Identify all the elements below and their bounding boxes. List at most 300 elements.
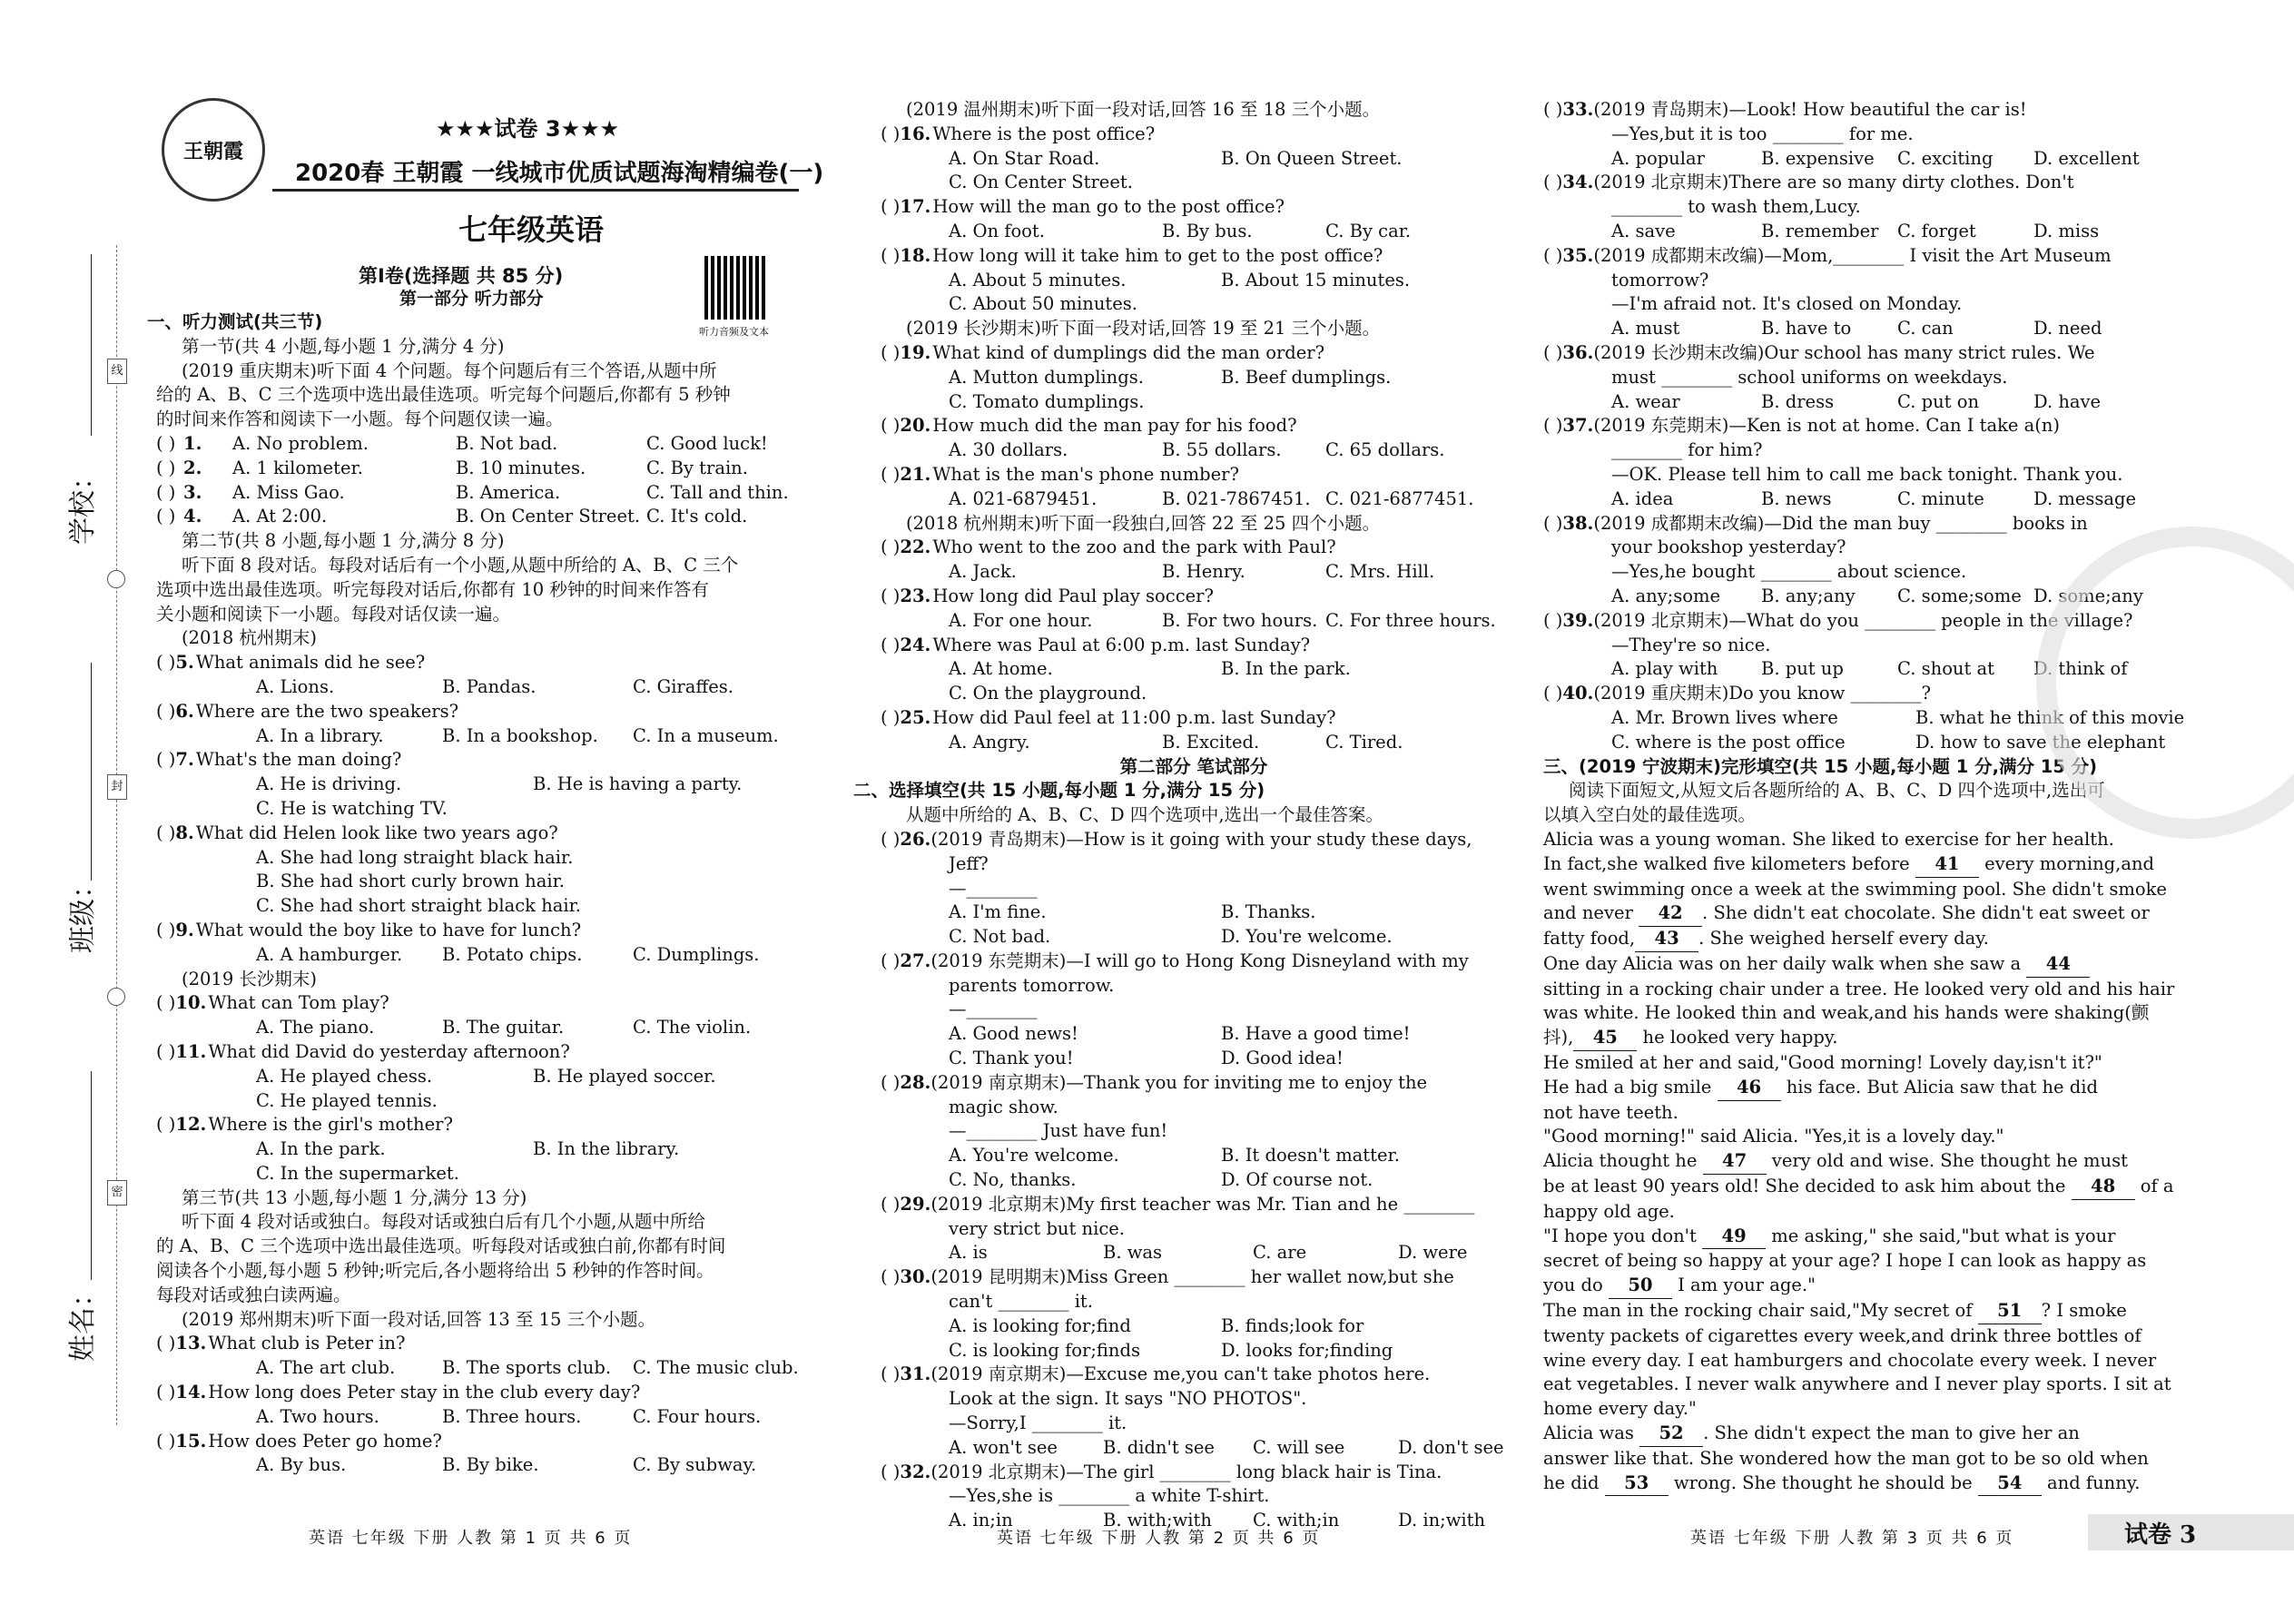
question-text: ________ to wash them,Lucy. (1611, 196, 1861, 218)
option[interactable]: C. 021-6877451. (1325, 487, 1474, 509)
cloze-blank[interactable]: 46 (1718, 1076, 1781, 1101)
answer-paren[interactable]: ( ) (156, 1333, 176, 1354)
option[interactable]: B. 55 dollars. (1162, 439, 1282, 461)
option[interactable]: B. with;with (1103, 1510, 1212, 1531)
option-row (881, 1436, 1507, 1461)
question-number: 19. (900, 341, 931, 363)
answer-paren[interactable]: ( ) (156, 822, 176, 843)
answer-paren[interactable]: ( ) (881, 196, 901, 218)
source-tag: (2019 温州期末)听下面一段对话,回答 16 至 18 三个小题。 (906, 99, 1381, 120)
option[interactable]: B. dress (1761, 390, 1835, 412)
cloze-blank[interactable]: 49 (1702, 1225, 1766, 1250)
option[interactable]: A. Angry. (949, 731, 1030, 753)
option[interactable]: A. The piano. (256, 1017, 375, 1038)
option[interactable]: C. Tomato dumplings. (949, 390, 1145, 412)
option[interactable]: A. popular (1611, 147, 1705, 169)
passage-line (1543, 1225, 2197, 1250)
option[interactable]: B. expensive (1761, 147, 1875, 169)
option[interactable]: D. looks for;finding (1221, 1339, 1393, 1361)
option[interactable]: B. Henry. (1162, 561, 1245, 583)
option[interactable]: C. shout at (1897, 658, 1994, 680)
option[interactable]: C. The music club. (633, 1357, 799, 1379)
passage-text: . She didn't expect the man to give her an (1703, 1422, 2080, 1444)
passage-text: I am your age." (1671, 1275, 1816, 1296)
passage-text: "I hope you don't (1543, 1225, 1703, 1246)
option[interactable]: A. At 2:00. (232, 506, 328, 527)
answer-paren[interactable]: ( ) (881, 415, 901, 437)
answer-paren[interactable]: ( ) (881, 341, 901, 363)
answer-paren[interactable]: ( ) (1543, 683, 1563, 704)
option[interactable]: B. Thanks. (1221, 901, 1316, 923)
question-text: (2019 南京期末)—Thank you for inviting me to enjoy the (930, 1071, 1428, 1093)
option-row (156, 675, 810, 700)
option[interactable]: B. Three hours. (442, 1405, 582, 1427)
logo (162, 98, 265, 202)
option[interactable]: C. forget (1897, 220, 1976, 241)
question-number: 7. (175, 749, 194, 771)
passage-line (1543, 1001, 2197, 1026)
option[interactable]: D. how to save the elephant (1915, 731, 2166, 753)
option[interactable]: A. I'm fine. (949, 901, 1047, 923)
answer-paren[interactable]: ( ) (881, 1193, 901, 1215)
option[interactable]: D. miss (2033, 220, 2100, 241)
option[interactable]: D. Of course not. (1221, 1169, 1373, 1191)
answer-paren[interactable]: ( ) (156, 992, 176, 1014)
option-row (881, 657, 1507, 682)
option[interactable]: A. must (1611, 318, 1680, 340)
seal-mark: 密 (107, 1180, 127, 1206)
question-text: Jeff? (949, 852, 989, 874)
option[interactable]: B. finds;look for (1221, 1314, 1364, 1336)
question-row (881, 1071, 1507, 1096)
option[interactable]: A. Jack. (949, 561, 1017, 583)
answer-paren[interactable]: ( ) (881, 463, 901, 485)
question-text: Where was Paul at 6:00 p.m. last Sunday? (932, 634, 1311, 655)
option-row (156, 1405, 810, 1430)
cloze-blank[interactable]: 53 (1605, 1471, 1669, 1497)
option[interactable]: C. Not bad. (949, 926, 1051, 948)
cloze-blank[interactable]: 41 (1915, 852, 1979, 878)
passage-line (1543, 952, 2197, 978)
option-row (156, 1065, 810, 1089)
option[interactable]: C. can (1897, 318, 1954, 340)
answer-paren[interactable]: ( ) (881, 123, 901, 144)
option[interactable]: B. didn't see (1103, 1436, 1215, 1458)
option[interactable]: A. 1 kilometer. (232, 457, 363, 478)
option[interactable]: B. She had short curly brown hair. (256, 871, 565, 892)
option[interactable]: B. Pandas. (442, 675, 537, 697)
column-2 (853, 98, 1507, 1533)
option[interactable]: A. By bus. (256, 1454, 347, 1476)
option[interactable]: A. For one hour. (949, 609, 1093, 631)
option[interactable]: A. He played chess. (256, 1065, 433, 1087)
question-row (881, 123, 1507, 147)
option[interactable]: C. is looking for;finds (949, 1339, 1140, 1361)
option[interactable]: B. He played soccer. (533, 1065, 716, 1087)
question-text: What's the man doing? (195, 749, 402, 771)
option[interactable]: C. Thank you! (949, 1048, 1074, 1069)
seal-mark: 封 (107, 774, 127, 800)
answer-paren[interactable]: ( ) (156, 457, 176, 478)
answer-paren[interactable]: ( ) (1543, 415, 1563, 437)
option[interactable]: A. wear (1611, 390, 1680, 412)
instruction: 给的 A、B、C 三个选项中选出最佳选项。听完每个问题后,你都有 5 秒钟 (156, 384, 731, 406)
option[interactable]: B. By bike. (442, 1454, 539, 1476)
question-text: What kind of dumplings did the man order? (932, 341, 1325, 363)
question-number: 18. (900, 244, 931, 266)
option-row (881, 487, 1507, 512)
option-row (881, 1168, 1507, 1193)
option-row (156, 1016, 810, 1040)
question-number: 30. (900, 1266, 931, 1288)
option[interactable]: C. Tall and thin. (646, 481, 789, 503)
answer-paren[interactable]: ( ) (881, 950, 901, 971)
option[interactable]: B. On Queen Street. (1221, 147, 1403, 169)
option[interactable]: A. Good news! (949, 1023, 1078, 1045)
question-text: Look at the sign. It says "NO PHOTOS". (949, 1388, 1307, 1410)
answer-paren[interactable]: ( ) (881, 1071, 901, 1093)
answer-paren[interactable]: ( ) (881, 1363, 901, 1385)
option[interactable]: A. is (949, 1242, 988, 1264)
option[interactable]: C. Dumplings. (633, 943, 760, 965)
instruction: 阅读各个小题,每小题 5 秒钟;听完后,各小题将给出 5 秒钟的作答时间。 (156, 1260, 714, 1282)
answer-paren[interactable]: ( ) (1543, 341, 1563, 363)
option[interactable]: C. She had short straight black hair. (256, 895, 581, 917)
option[interactable]: B. About 15 minutes. (1221, 269, 1411, 290)
answer-paren[interactable]: ( ) (1543, 172, 1563, 193)
source-tag: (2019 郑州期末)听下面一段对话,回答 13 至 15 三个小题。 (182, 1308, 656, 1330)
option[interactable]: B. what he think of this movie (1915, 706, 2185, 728)
passage-line (1543, 1397, 2197, 1422)
question-row (881, 536, 1507, 560)
question-number: 28. (900, 1071, 931, 1093)
question-text: What is the man's phone number? (932, 463, 1239, 485)
question-row (881, 1193, 1507, 1217)
option[interactable]: A. Two hours. (256, 1405, 379, 1427)
answer-paren[interactable]: ( ) (1543, 244, 1563, 266)
option[interactable]: B. have to (1761, 318, 1852, 340)
option[interactable]: C. put on (1897, 390, 1979, 412)
option[interactable]: A. You're welcome. (949, 1145, 1119, 1166)
option-row (156, 943, 810, 968)
option[interactable]: C. By train. (646, 457, 748, 478)
option-row (881, 147, 1507, 172)
question-text: magic show. (949, 1096, 1058, 1117)
option[interactable]: D. have (2033, 390, 2102, 412)
option[interactable]: A. is looking for;find (949, 1314, 1131, 1336)
section-heading: 二、选择填空(共 15 小题,每小题 1 分,满分 15 分) (853, 780, 1265, 802)
option[interactable]: B. He is having a party. (533, 773, 743, 795)
question-text: Where is the post office? (932, 123, 1156, 144)
question-number: 8. (175, 822, 194, 843)
question-text: What did Helen look like two years ago? (195, 822, 558, 843)
option[interactable]: B. In the park. (1221, 658, 1351, 680)
option[interactable]: B. On Center Street. (456, 506, 641, 527)
passage-text: "Good morning!" said Alicia. "Yes,it is a lovely day." (1543, 1126, 2004, 1147)
question-number: 5. (175, 652, 194, 674)
cloze-blank[interactable]: 45 (1573, 1026, 1637, 1051)
option[interactable]: C. Giraffes. (633, 675, 733, 697)
option[interactable]: B. 10 minutes. (456, 457, 586, 478)
option[interactable]: C. will see (1253, 1436, 1345, 1458)
answer-paren[interactable]: ( ) (156, 1040, 176, 1062)
option[interactable]: A. A hamburger. (256, 943, 403, 965)
option[interactable]: A. In a library. (256, 724, 384, 746)
passage-line (1543, 1200, 2197, 1225)
option[interactable]: C. Tired. (1325, 731, 1403, 753)
option[interactable]: C. 65 dollars. (1325, 439, 1445, 461)
option-row (881, 220, 1507, 244)
question-text: —They're so nice. (1611, 634, 1771, 655)
answer-paren[interactable]: ( ) (881, 585, 901, 606)
option[interactable]: A. At home. (949, 658, 1053, 680)
answer-paren[interactable]: ( ) (881, 536, 901, 558)
answer-paren[interactable]: ( ) (881, 828, 901, 850)
option[interactable]: A. On Star Road. (949, 147, 1100, 169)
question-row (156, 748, 810, 773)
question-row (156, 822, 810, 846)
question-number: 12. (175, 1114, 207, 1136)
section1-title: 第Ⅰ卷(选择题 共 85 分) (359, 265, 564, 287)
question-number: 3. (183, 481, 202, 503)
option[interactable]: C. Good luck! (646, 432, 768, 454)
option[interactable]: B. news (1761, 487, 1832, 509)
cloze-blank[interactable]: 42 (1639, 901, 1702, 927)
page-footer: 英语 七年级 下册 人教 第 3 页 共 6 页 (1690, 1529, 2014, 1548)
title-rule (272, 189, 799, 192)
answer-paren[interactable]: ( ) (156, 652, 176, 674)
question-row (156, 1040, 810, 1065)
answer-paren[interactable]: ( ) (156, 1114, 176, 1136)
option[interactable]: D. You're welcome. (1221, 926, 1393, 948)
question-row (1543, 98, 2197, 123)
option[interactable]: A. Lions. (256, 675, 335, 697)
option[interactable]: C. For three hours. (1325, 609, 1496, 631)
passage-line (1543, 1299, 2197, 1324)
option[interactable]: B. 021-7867451. (1162, 487, 1311, 509)
answer-paren[interactable]: ( ) (881, 634, 901, 655)
option[interactable]: A. The art club. (256, 1357, 396, 1379)
option[interactable]: C. exciting (1897, 147, 1994, 169)
passage-text: ? I smoke (2041, 1300, 2127, 1322)
option[interactable]: C. minute (1897, 487, 1984, 509)
option[interactable]: C. In the supermarket. (256, 1162, 459, 1184)
cloze-blank[interactable]: 52 (1639, 1422, 1703, 1447)
option[interactable]: A. idea (1611, 487, 1674, 509)
passage-text: not have teeth. (1543, 1101, 1679, 1123)
question-text: How long does Peter stay in the club every day? (208, 1382, 641, 1403)
answer-paren[interactable]: ( ) (156, 749, 176, 771)
option[interactable]: C. About 50 minutes. (949, 293, 1137, 315)
question-text: —I'm afraid not. It's closed on Monday. (1611, 293, 1963, 315)
option-row (881, 560, 1507, 585)
question-number: 1. (183, 432, 202, 454)
answer-paren[interactable]: ( ) (881, 244, 901, 266)
option[interactable]: B. By bus. (1162, 220, 1253, 241)
option[interactable]: A. She had long straight black hair. (256, 846, 574, 868)
answer-paren[interactable]: ( ) (156, 1430, 176, 1452)
option-row (1543, 220, 2197, 244)
option[interactable]: C. It's cold. (646, 506, 748, 527)
question-text: Where is the girl's mother? (208, 1114, 453, 1136)
option[interactable]: B. put up (1761, 658, 1844, 680)
answer-paren[interactable]: ( ) (1543, 512, 1563, 534)
option[interactable]: C. On the playground. (949, 683, 1147, 704)
question-number: 15. (175, 1430, 207, 1452)
option[interactable]: A. On foot. (949, 220, 1045, 241)
option[interactable]: C. Four hours. (633, 1405, 762, 1427)
option[interactable]: C. He played tennis. (256, 1089, 438, 1111)
question-number: 33. (1562, 99, 1594, 120)
option[interactable]: B. For two hours. (1162, 609, 1318, 631)
option[interactable]: A. save (1611, 220, 1676, 241)
question-number: 27. (900, 950, 931, 971)
option[interactable]: A. won't see (949, 1436, 1058, 1458)
instruction: 的时间来作答和阅读下一小题。每个问题仅读一遍。 (156, 408, 564, 430)
question-number: 11. (175, 1040, 207, 1062)
option[interactable]: D. in;with (1398, 1510, 1486, 1531)
option[interactable]: A. He is driving. (256, 773, 402, 795)
question-number: 35. (1562, 244, 1594, 266)
option[interactable]: C. By car. (1325, 220, 1412, 241)
question-text: What animals did he see? (195, 652, 426, 674)
question-text: (2019 南京期末)—Excuse me,you can't take photos here. (930, 1363, 1431, 1385)
passage-text: was white. He looked thin and weak,and his hands were shaking(颤 (1543, 1002, 2150, 1024)
option[interactable]: C. The violin. (633, 1017, 752, 1038)
option[interactable]: C. No, thanks. (949, 1169, 1077, 1191)
subsection-heading: 第一节(共 4 小题,每小题 1 分,满分 4 分) (182, 335, 505, 357)
option[interactable]: C. with;in (1253, 1510, 1340, 1531)
instruction: 关小题和阅读下一小题。每段对话仅读一遍。 (156, 603, 511, 625)
answer-paren[interactable]: ( ) (156, 700, 176, 722)
option[interactable]: D. don't see (1398, 1436, 1504, 1458)
answer-paren[interactable]: ( ) (881, 706, 901, 728)
cloze-blank[interactable]: 54 (1978, 1471, 2042, 1497)
question-number: 26. (900, 828, 931, 850)
option[interactable]: D. message (2033, 487, 2137, 509)
option[interactable]: D. excellent (2033, 147, 2140, 169)
passage-text: answer like that. She wondered how the man got to be so old when (1543, 1447, 2149, 1469)
answer-paren[interactable]: ( ) (156, 506, 176, 527)
cloze-blank[interactable]: 50 (1609, 1274, 1672, 1299)
option[interactable]: B. America. (456, 481, 561, 503)
option[interactable]: C. On Center Street. (949, 172, 1133, 193)
option[interactable]: B. In the library. (533, 1138, 680, 1160)
logo-text: 王朝霞 (182, 139, 243, 163)
cloze-blank[interactable]: 47 (1703, 1149, 1767, 1175)
option[interactable]: C. In a museum. (633, 724, 779, 746)
option[interactable]: A. Mutton dumplings. (949, 366, 1144, 388)
question-row (881, 585, 1507, 609)
option[interactable]: C. are (1253, 1242, 1307, 1264)
answer-paren[interactable]: ( ) (156, 481, 176, 503)
binding-margin (0, 0, 127, 1624)
option[interactable]: C. some;some (1897, 585, 2022, 606)
answer-paren[interactable]: ( ) (881, 1461, 901, 1482)
question-text: (2019 北京期末)—The girl ________ long black hair is Tina. (930, 1461, 1442, 1482)
option[interactable]: B. was (1103, 1242, 1163, 1264)
series-title: 2020春 王朝霞 一线城市优质试题海淘精编卷(一) (295, 160, 824, 187)
option[interactable]: C. He is watching TV. (256, 797, 448, 819)
option[interactable]: A. In the park. (256, 1138, 386, 1160)
cloze-blank[interactable]: 51 (1978, 1299, 2042, 1324)
answer-paren[interactable]: ( ) (156, 919, 176, 940)
option[interactable]: A. in;in (949, 1510, 1013, 1531)
option-row (881, 438, 1507, 463)
option[interactable]: A. any;some (1611, 585, 1721, 606)
option[interactable]: A. play with (1611, 658, 1718, 680)
answer-paren[interactable]: ( ) (156, 432, 176, 454)
question-number: 20. (900, 415, 931, 437)
option[interactable]: A. No problem. (232, 432, 369, 454)
cloze-blank[interactable]: 43 (1635, 927, 1698, 952)
option[interactable]: A. Miss Gao. (232, 481, 345, 503)
option[interactable]: A. 021-6879451. (949, 487, 1098, 509)
question-text: must ________ school uniforms on weekdays. (1611, 366, 2008, 388)
option[interactable]: B. any;any (1761, 585, 1856, 606)
option-row (881, 609, 1507, 634)
question-text: your bookshop yesterday? (1611, 536, 1846, 558)
fill-line (91, 1071, 92, 1280)
question-number: 13. (175, 1333, 207, 1354)
answer-paren[interactable]: ( ) (1543, 609, 1563, 631)
cloze-blank[interactable]: 44 (2026, 952, 2090, 978)
option[interactable]: A. About 5 minutes. (949, 269, 1127, 290)
passage-line (1543, 878, 2197, 902)
option[interactable]: D. Good idea! (1221, 1048, 1344, 1069)
option[interactable]: B. Have a good time! (1221, 1023, 1411, 1045)
paper-tag-label: 试卷 3 (2124, 1521, 2197, 1549)
class-label: 班级： (67, 871, 99, 953)
question-row (1543, 512, 2197, 536)
option[interactable]: B. Excited. (1162, 731, 1260, 753)
option[interactable]: C. where is the post office (1611, 731, 1846, 753)
option[interactable]: D. need (2033, 318, 2102, 340)
question-row (156, 1381, 810, 1405)
option-row (881, 171, 1507, 195)
option[interactable]: B. In a bookshop. (442, 724, 598, 746)
option[interactable]: B. Potato chips. (442, 943, 583, 965)
answer-paren[interactable]: ( ) (156, 1382, 176, 1403)
option[interactable]: B. It doesn't matter. (1221, 1145, 1400, 1166)
option-row (881, 1241, 1507, 1265)
option[interactable]: A. Mr. Brown lives where (1611, 706, 1838, 728)
option[interactable]: D. some;any (2033, 585, 2143, 606)
option[interactable]: A. 30 dollars. (949, 439, 1068, 461)
question-text: —Sorry,I ________ it. (949, 1412, 1127, 1434)
option[interactable]: C. Mrs. Hill. (1325, 561, 1435, 583)
option[interactable]: B. remember (1761, 220, 1879, 241)
option[interactable]: C. By subway. (633, 1454, 757, 1476)
option[interactable]: D. were (1398, 1242, 1468, 1264)
instruction: 听下面 8 段对话。每段对话后有一个小题,从题中所给的 A、B、C 三个 (182, 554, 739, 576)
answer-paren[interactable]: ( ) (1543, 99, 1563, 120)
question-row (881, 1461, 1507, 1485)
option-row (156, 894, 810, 919)
option[interactable]: D. think of (2033, 658, 2128, 680)
question-text: —________ (949, 999, 1038, 1020)
passage-line (1543, 1373, 2197, 1397)
passage-text: The man in the rocking chair said,"My secret of (1543, 1300, 1978, 1322)
cloze-blank[interactable]: 48 (2072, 1175, 2135, 1200)
passage-text: and funny. (2041, 1471, 2141, 1493)
option[interactable]: B. The sports club. (442, 1357, 612, 1379)
option[interactable]: B. The guitar. (442, 1017, 565, 1038)
answer-paren[interactable]: ( ) (881, 1266, 901, 1288)
option[interactable]: B. Beef dumplings. (1221, 366, 1392, 388)
page-footer: 英语 七年级 下册 人教 第 1 页 共 6 页 (309, 1529, 633, 1548)
option[interactable]: B. Not bad. (456, 432, 558, 454)
